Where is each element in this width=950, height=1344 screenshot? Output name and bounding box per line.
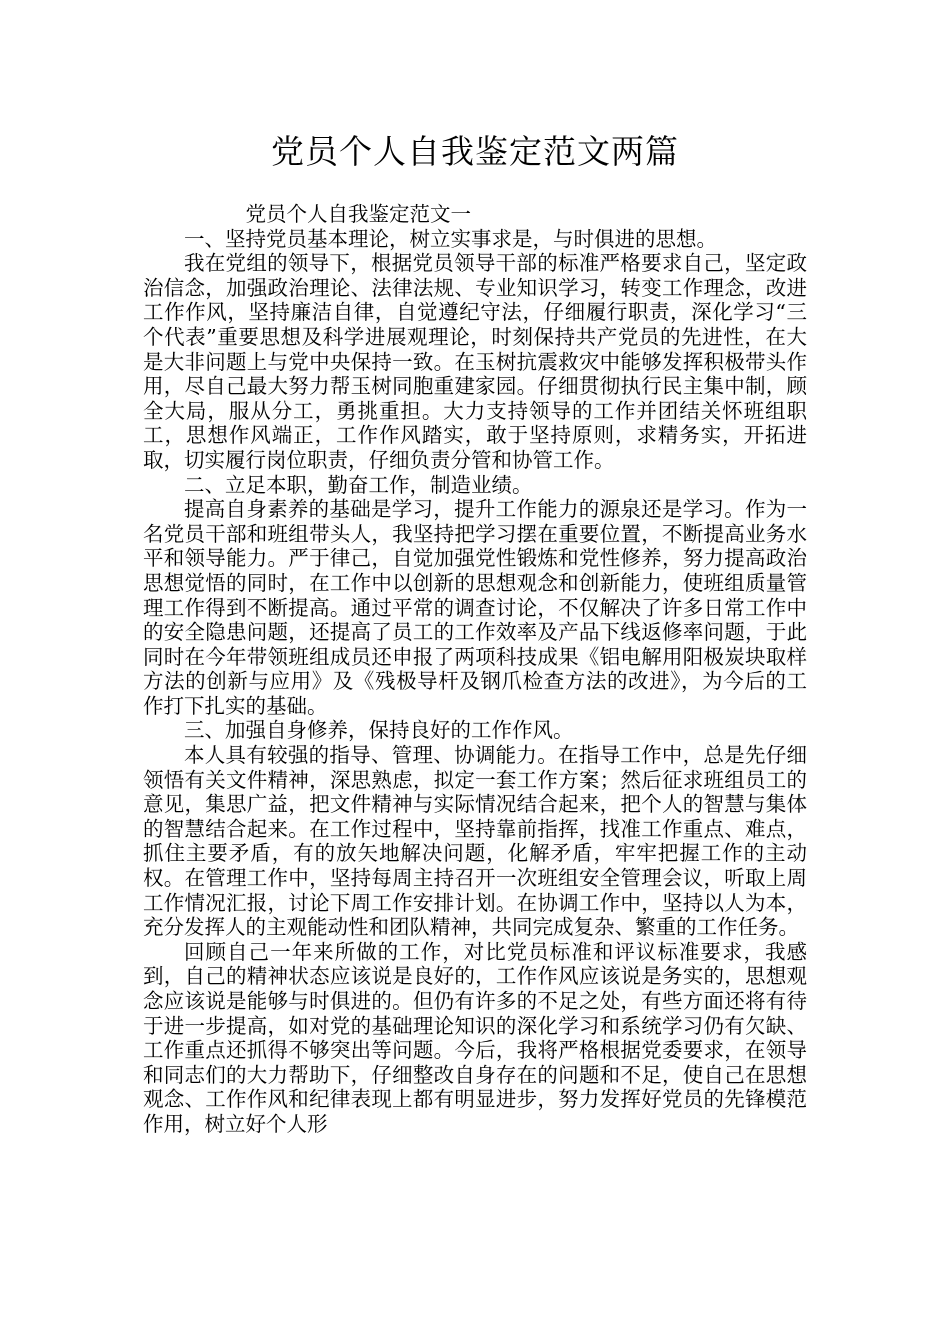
document-title: 党员个人自我鉴定范文两篇	[271, 132, 679, 171]
body-paragraph-4: 回顾自己一年来所做的工作，对比党员标准和评议标准要求，我感到，自己的精神状态应该说是良好的，工作作风应该说是务实的，思想观念应该说是能够与时俱进的。但仍有许多的不足之处，有些方面还将有待于进一步提高，如对党的基础理论知识的深化学习和系统学习仍有欠缺、工作重点还抓得不够突出等问题。今后，我将严格根据党委要求，在领导和同志们的大力帮助下，仔细整改自身存在的问题和不足，使自己在思想观念、工作作风和纪律表现上都有明显进步，努力发挥好党员的先锋模范作用，树立好个人形	[143, 939, 807, 1136]
document-page	[143, 130, 807, 1137]
point-heading-3: 三、加强自身修养，保持良好的工作作风。	[184, 718, 574, 743]
point-heading-1: 一、坚持党员基本理论，树立实事求是，与时俱进的思想。	[184, 226, 717, 251]
body-paragraph-2: 提高自身素养的基础是学习，提升工作能力的源泉还是学习。作为一名党员干部和班组带头人，我坚持把学习摆在重要位置，不断提高业务水平和领导能力。严于律己，自觉加强党性锻炼和党性修养，努力提高政治思想觉悟的同时，在工作中以创新的思想观念和创新能力，使班组质量管理工作得到不断提高。通过平常的调查讨论，不仅解决了许多日常工作中的安全隐患问题，还提高了员工的工作效率及产品下线返修率问题，于此同时在今年带领班组成员还申报了两项科技成果《铝电解用阳极炭块取样方法的创新与应用》及《残极导杆及钢爪检查方法的改进》，为今后的工作打下扎实的基础。	[143, 497, 807, 718]
section-heading-1: 党员个人自我鉴定范文一	[245, 202, 471, 226]
body-paragraph-1: 我在党组的领导下，根据党员领导干部的标准严格要求自己，坚定政治信念，加强政治理论、法律法规、专业知识学习，转变工作理念，改进工作作风，坚持廉洁自律，自觉遵纪守法，仔细履行职责，深化学习“三个代表”重要思想及科学进展观理论，时刻保持共产党员的先进性，在大是大非问题上与党中央保持一致。在玉树抗震救灾中能够发挥积极带头作用，尽自己最大努力帮玉树同胞重建家园。仔细贯彻执行民主集中制，顾全大局，服从分工，勇挑重担。大力支持领导的工作并团结关怀班组职工，思想作风端正，工作作风踏实，敢于坚持原则，求精务实，开拓进取，切实履行岗位职责，仔细负责分管和协管工作。	[143, 251, 807, 472]
point-heading-2: 二、立足本职，勤奋工作，制造业绩。	[184, 472, 533, 497]
body-paragraph-3: 本人具有较强的指导、管理、协调能力。在指导工作中，总是先仔细领悟有关文件精神，深思熟虑，拟定一套工作方案；然后征求班组员工的意见，集思广益，把文件精神与实际情况结合起来，把个人的智慧与集体的智慧结合起来。在工作过程中，坚持靠前指挥，找准工作重点、难点，抓住主要矛盾，有的放矢地解决问题，化解矛盾，牢牢把握工作的主动权。在管理工作中，坚持每周主持召开一次班组安全管理会议，听取上周工作情况汇报，讨论下周工作安排计划。在协调工作中，坚持以人为本，充分发挥人的主观能动性和团队精神，共同完成复杂、繁重的工作任务。	[143, 743, 807, 940]
